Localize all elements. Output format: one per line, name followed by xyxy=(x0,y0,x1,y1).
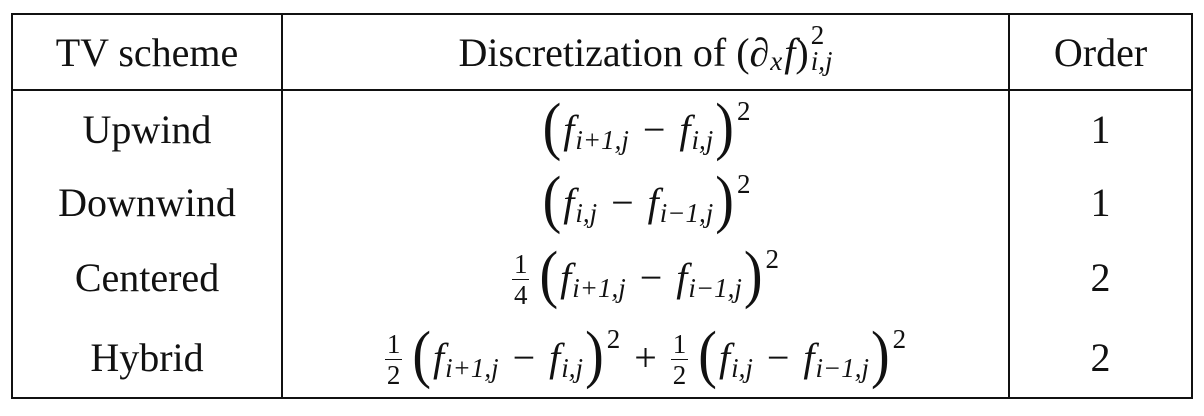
f-symbol: f xyxy=(676,254,688,300)
minus-sign: − xyxy=(642,106,666,152)
exponent: 2 xyxy=(765,243,780,274)
f-symbol: f xyxy=(549,334,561,380)
discretization-table xyxy=(11,13,1193,399)
subscript: i−1,j xyxy=(815,352,869,383)
formula-hybrid xyxy=(385,319,907,391)
table-row-scheme xyxy=(13,237,281,317)
fraction-numerator: 1 xyxy=(513,248,528,279)
header-discretization-label: Discretization of xyxy=(458,29,727,75)
header-discretization-math xyxy=(736,20,833,78)
subscript: i−1,j xyxy=(659,197,714,228)
scheme-upwind: Upwind xyxy=(82,106,212,152)
f-symbol: f xyxy=(433,334,445,380)
paren-open: ( xyxy=(412,319,431,391)
paren-close: ) xyxy=(715,164,734,236)
header-discretization xyxy=(283,15,1008,89)
header-order-label: Order xyxy=(1053,29,1148,75)
f-symbol: f xyxy=(647,179,659,225)
table-row-scheme xyxy=(13,317,281,397)
table-row-formula xyxy=(283,164,1008,237)
paren-close: ) xyxy=(715,91,734,163)
table-row-order xyxy=(1010,167,1191,237)
exponent: 2 xyxy=(892,323,907,354)
paren-close: ) xyxy=(743,239,763,311)
table-row-formula xyxy=(283,237,1008,317)
table-row-scheme xyxy=(13,167,281,237)
header-order xyxy=(1010,15,1191,89)
fraction-denominator: 4 xyxy=(513,279,528,310)
paren-close: ) xyxy=(585,319,604,391)
subscript: i−1,j xyxy=(688,272,742,303)
order-upwind: 1 xyxy=(1090,106,1111,152)
table-row-order xyxy=(1010,317,1191,397)
table-row-scheme xyxy=(13,91,281,167)
table-row-order xyxy=(1010,91,1191,167)
header-sub: i,j xyxy=(810,46,833,76)
scheme-downwind: Downwind xyxy=(58,179,236,225)
minus-sign: − xyxy=(639,254,663,300)
header-supsub xyxy=(811,22,833,74)
subscript: i+1,j xyxy=(575,124,629,155)
subscript: i,j xyxy=(691,124,714,155)
partial-derivative-symbol: ∂ xyxy=(749,29,770,75)
fraction-denominator: 2 xyxy=(386,359,401,390)
table-row-formula xyxy=(283,317,1008,397)
fraction-one-half xyxy=(385,328,403,390)
f-symbol: f xyxy=(679,106,691,152)
formula-upwind xyxy=(541,91,751,163)
exponent: 2 xyxy=(736,168,751,199)
table-row-order xyxy=(1010,237,1191,317)
paren-open: ( xyxy=(539,239,559,311)
header-f: f xyxy=(784,29,796,75)
header-paren-open: ( xyxy=(736,29,750,75)
paren-open: ( xyxy=(542,91,562,163)
header-paren-close: ) xyxy=(795,29,809,75)
paren-close: ) xyxy=(871,319,890,391)
exponent: 2 xyxy=(606,323,621,354)
subscript: i,j xyxy=(561,352,584,383)
paren-open: ( xyxy=(698,319,717,391)
table-row-formula xyxy=(283,91,1008,167)
f-symbol: f xyxy=(803,334,815,380)
exponent: 2 xyxy=(736,95,751,126)
f-symbol: f xyxy=(563,106,575,152)
minus-sign: − xyxy=(611,179,634,225)
header-tv-scheme-label: TV scheme xyxy=(55,29,239,75)
subscript: i+1,j xyxy=(445,352,499,383)
minus-sign: − xyxy=(512,334,536,380)
minus-sign: − xyxy=(766,334,790,380)
plus-sign: + xyxy=(634,334,657,380)
fraction-denominator: 2 xyxy=(672,359,687,390)
header-sup: 2 xyxy=(810,20,825,50)
subscript: i,j xyxy=(575,197,598,228)
subscript: i+1,j xyxy=(572,272,626,303)
formula-centered xyxy=(512,239,780,311)
scheme-hybrid: Hybrid xyxy=(90,334,204,380)
order-centered: 2 xyxy=(1090,254,1111,300)
partial-subscript: x xyxy=(770,45,783,76)
header-tv-scheme xyxy=(13,15,281,89)
order-hybrid: 2 xyxy=(1090,334,1111,380)
formula-downwind xyxy=(541,164,751,236)
f-symbol: f xyxy=(563,179,575,225)
f-symbol: f xyxy=(718,334,731,380)
fraction-one-quarter xyxy=(512,248,530,310)
paren-open: ( xyxy=(542,164,562,236)
fraction-numerator: 1 xyxy=(672,328,687,359)
fraction-numerator: 1 xyxy=(386,328,401,359)
f-symbol: f xyxy=(560,254,572,300)
scheme-centered: Centered xyxy=(74,254,220,300)
order-downwind: 1 xyxy=(1090,179,1111,225)
subscript: i,j xyxy=(731,352,753,383)
fraction-one-half xyxy=(671,328,689,390)
